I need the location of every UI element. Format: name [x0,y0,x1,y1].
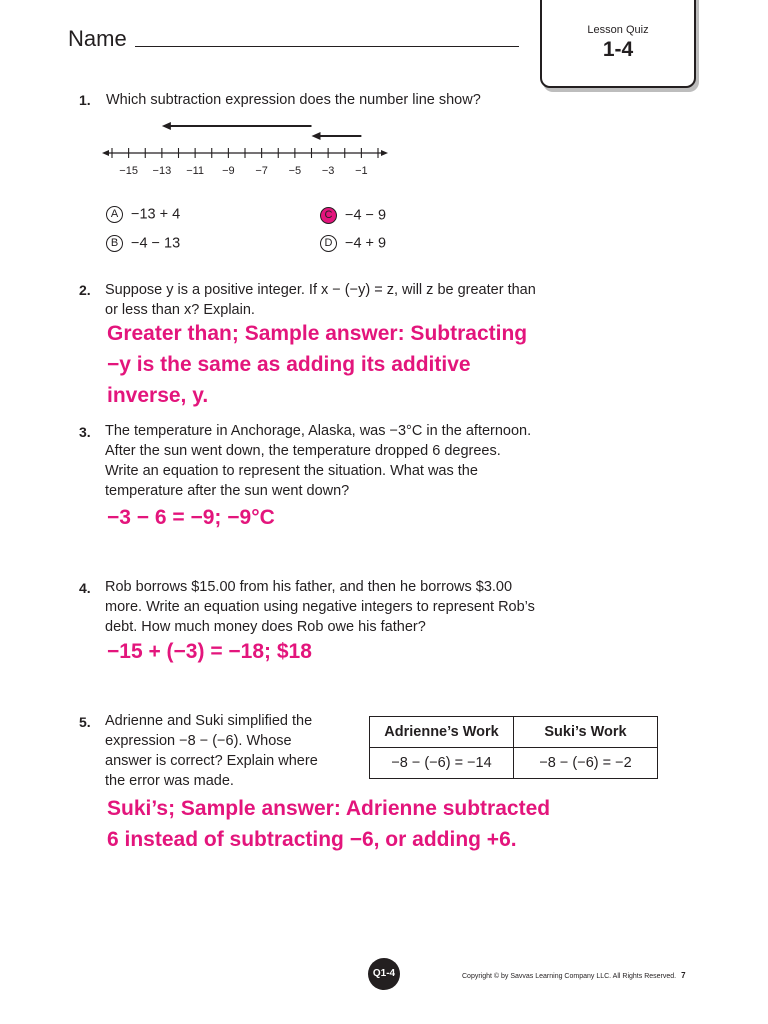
q2-answer [107,318,527,411]
number-line-tick-label: −1 [355,165,368,177]
q5-line-4: the error was made. [105,773,234,789]
q1-choice-d[interactable] [320,235,386,252]
q4-line-1: Rob borrows $15.00 from his father, and then he borrows $3.00 [105,579,513,595]
q3-line-1: The temperature in Anchorage, Alaska, was −3°C in the afternoon. [105,423,532,439]
name-field-line[interactable] [135,46,519,47]
suki-work: −8 − (−6) = −2 [514,748,658,779]
q4-number: 4. [79,580,91,596]
number-line-right-end-icon [381,150,388,156]
q3-number: 3. [79,424,91,440]
q5-answer-line-2: 6 instead of subtracting −6, or adding +6. [107,828,517,851]
number-line-tick-label: −15 [119,165,138,177]
choice-b-bubble[interactable]: B [106,235,123,252]
q3-line-4: temperature after the sun went down? [105,483,350,499]
q1-number: 1. [79,92,91,108]
choice-a-text: −13 + 4 [131,206,181,223]
q4-text [105,577,535,637]
copyright-line [462,971,686,980]
page-badge: Q1-4 [368,958,400,990]
q2-text [105,280,536,320]
q2-answer-line-3: inverse, y. [107,384,209,407]
number-line-tick-label: −11 [186,165,205,177]
q1-text: Which subtraction expression does the number line show? [106,92,481,108]
name-label: Name [68,26,127,51]
choice-d-text: −4 + 9 [345,235,387,252]
q4-line-3: debt. How much money does Rob owe his father? [105,619,426,635]
work-table [369,716,658,779]
lesson-quiz-tab [540,0,696,88]
q2-line-1: Suppose y is a positive integer. If x − (−y) = z, will z be greater than [105,282,536,298]
q3-line-3: Write an equation to represent the situation. What was the [105,463,478,479]
number-line-arrow-2-head-icon [312,132,321,140]
number-line-tick-label: −3 [321,165,335,177]
adrienne-header: Adrienne’s Work [370,717,514,748]
choice-c-text: −4 − 9 [345,207,387,224]
number-line [100,112,400,182]
q1-choice-b[interactable] [106,235,180,252]
choice-c-bubble-selected[interactable]: C [320,207,337,224]
q3-text [105,421,531,501]
number-line-left-end-icon [102,150,109,156]
work-table-row [370,748,658,779]
q5-answer [107,793,550,855]
work-table-header-row [370,717,658,748]
q5-answer-line-1: Suki’s; Sample answer: Adrienne subtracted [107,797,551,820]
q5-text [105,711,318,791]
copyright-text: Copyright © by Savvas Learning Company LLC. All Rights Reserved. [462,973,677,980]
q5-line-2: expression −8 − (−6). Whose [105,733,292,749]
q4-line-2: more. Write an equation using negative integers to represent Rob’s [105,599,535,615]
page-number: 7 [681,971,686,980]
q5-line-1: Adrienne and Suki simplified the [105,713,313,729]
number-line-tick-label: −5 [288,165,302,177]
choice-b-text: −4 − 13 [131,235,181,252]
choice-a-bubble[interactable]: A [106,206,123,223]
q3-answer: −3 − 6 = −9; −9°C [107,506,275,529]
q4-answer: −15 + (−3) = −18; $18 [107,640,312,663]
q1-choice-a[interactable] [106,206,180,223]
q2-answer-line-2: −y is the same as adding its additive [107,353,471,376]
lesson-quiz-number: 1-4 [602,38,634,61]
q2-line-2: or less than x? Explain. [105,302,255,318]
choice-d-bubble[interactable]: D [320,235,337,252]
q5-number: 5. [79,714,91,730]
adrienne-work: −8 − (−6) = −14 [370,748,514,779]
number-line-tick-label: −9 [222,165,235,177]
number-line-tick-label: −13 [152,165,172,177]
number-line-tick-label: −7 [255,165,268,177]
lesson-quiz-label: Lesson Quiz [587,24,649,36]
q1-choice-c[interactable] [320,207,386,224]
suki-header: Suki’s Work [514,717,658,748]
q5-line-3: answer is correct? Explain where [105,753,318,769]
q3-line-2: After the sun went down, the temperature dropped 6 degrees. [105,443,501,459]
q2-number: 2. [79,282,91,298]
q2-answer-line-1: Greater than; Sample answer: Subtracting [107,322,528,345]
number-line-arrow-1-head-icon [162,122,171,130]
